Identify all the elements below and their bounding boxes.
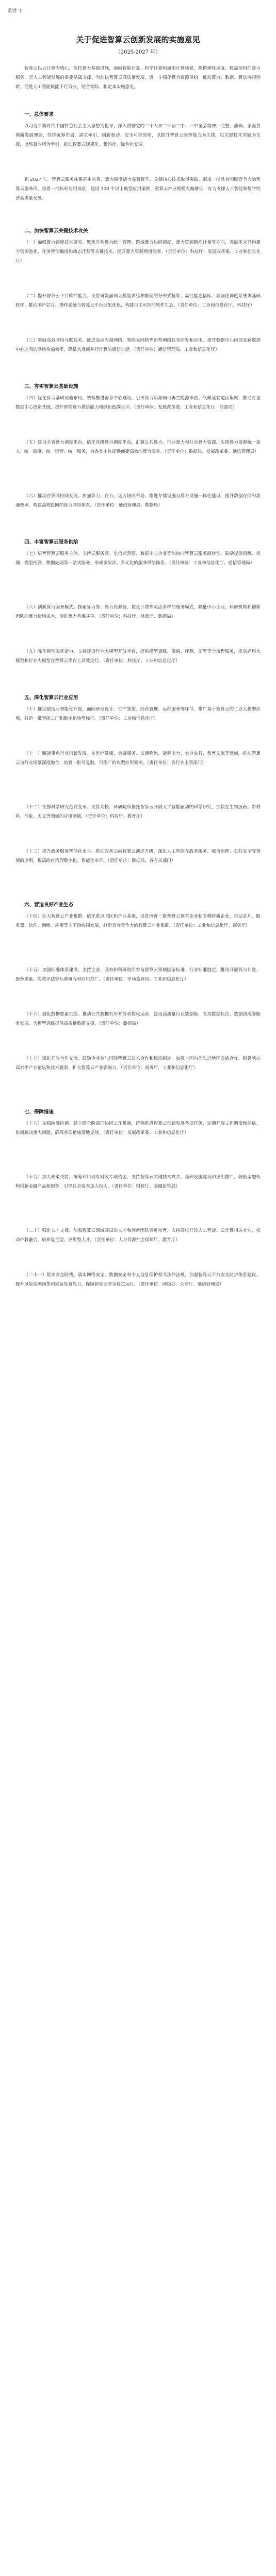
section-paragraph: （三）突破高效网络互联技术。推进高速无损网络、智能光网络等新型网络技术研发和应用，提升数据中心内部及跨数据中心之间的网络传输效率，降低大规模并行计算的通信时延。（责任单位：通信管理局、工业和信息化厅） (15, 338, 261, 352)
section-paragraph: （五）建设全省算力调度平台。依托省级算力调度平台，汇聚公共算力、行业算力和社会算力资源，实现算力资源统一接入、统一调度、统一运营、统一服务，为各类主体提供便捷高效的算力服务。（责任单位：数据局、发展改革委、通信管理局） (15, 440, 261, 454)
section-heading: 六、营造良好产业生态 (24, 902, 74, 908)
section-paragraph: （十三）提升政务服务智能化水平。推动政务云向智算云演进升级，深化人工智能在政务服务、城市治理、公共安全等领域的应用，提高政府治理数字化、智能化水平。（责任单位：数据局、各有关部门） (15, 849, 261, 863)
section-heading: 七、保障措施 (24, 1109, 54, 1115)
section-heading: 四、丰富智算云服务供给 (24, 539, 78, 545)
section-paragraph: （二）提升智算云平台软件能力。支持研发面向大模型训练和推理的分布式框架、高性能通信库、容器化调度系统等基础软件，推动国产芯片、操作系统与智算云平台适配优化，构建自主可控的软件生态。（责任单位：工业和信息化厅、科技厅） (15, 294, 261, 308)
section-paragraph: （六）推动存算网协同发展。加强算力、存力、运力协同布局，推进存储设施与算力设施一体化建设，提升数据存储和流通效率，构建高效协同的算力网络体系。（责任单位：通信管理局、数据局） (15, 494, 261, 508)
section-paragraph: （十二）支撑科学研究范式变革。支持高校、科研院所依托智算云开展人工智能驱动的科学研究，加快在生物医药、新材料、气象、天文等领域的应用突破。（责任单位：科技厅、教育厅） (15, 805, 261, 819)
document-title: 关于促进智算云创新发展的实施意见 (76, 35, 200, 44)
intro-paragraph: 智算云以云计算为核心，依托算力基础设施，面向智能计算、科学计算和通用计算场景，提供弹性调度、按需使用的算力服务，是人工智能发展的重要基础支撑。为加快智算云高质量发展，进一步强化算力资源供给，推动算力、数据、算法协同创新，促进人工智能赋能千行百业，结合实际，制定本实施意见。 (15, 66, 261, 90)
section-heading: 三、夯实智算云基础设施 (24, 384, 78, 389)
section-paragraph: （二十一）筑牢安全防线。落实网络安全、数据安全和个人信息保护相关法律法规，加强智算云平台安全防护体系建设，提升风险监测预警和应急处置能力，保障智算云安全稳定运行。（责任单位：网信办、公安厅、通信管理局） (15, 1273, 261, 1287)
section-paragraph: （十）推动制造业智能化升级。面向研发设计、生产制造、经营管理、运维服务等环节，推广基于智算云的工业大模型应用，打造一批智能工厂和数字化转型标杆。（责任单位：工业和信息化厅） (15, 707, 261, 721)
section-paragraph: （十六）强化数据要素供给。推动公共数据有序开放和授权运营，建设高质量行业数据集，支持数据标注、数据清洗等服务发展，为模型训练提供高质量数据支撑。（责任单位：数据局） (15, 1012, 261, 1026)
section-paragraph: （十一）赋能重点行业创新发展。在医疗健康、金融服务、交通物流、能源电力、农业农村、教育文旅等领域，推动智算云与行业场景深度融合，培育一批可复制、可推广的典型应用案例。（责任单位：各行业主管部门） (15, 751, 261, 766)
section-paragraph: （十七）深化开放合作交流。鼓励企业参与国际智算云技术合作和标准制定，加强与国内外先进地区交流合作，积极承办高水平产业论坛和技术赛事，扩大智算云产业影响力。（责任单位：商务厅、工业和信息化厅） (15, 1056, 261, 1071)
section-paragraph: （八）创新算力服务模式。探索算力券、算力资源包、按量计费等灵活多样的服务模式，降低中小企业、科研机构和创新团队的算力使用成本，促进算力普惠共享。（责任单位：科技厅、财政厅、数据局） (15, 605, 261, 619)
section-paragraph: （二十）强化人才支撑。加强智算云领域高层次人才和创新团队引进培育，支持高校开设人工智能、云计算相关专业，推动产教融合，培养复合型、应用型人才。（责任单位：人力资源社会保障厅、教育厅） (15, 1228, 261, 1243)
section-heading: 五、深化智算云行业应用 (24, 695, 78, 701)
section-heading: 一、总体要求 (24, 112, 54, 117)
section-paragraph: （九）强化模型服务能力。支持建设行业大模型开放平台，提供模型训练、微调、评测、部署等全流程服务，推动通用大模型和行业大模型在智算云平台上高效运行。（责任单位：科技厅、工业和信息化厅） (15, 649, 261, 664)
section-paragraph: 到 2027 年，智算云服务体系基本完善，算力调度能力显著提升，关键核心技术取得突破，形成一批具有国际竞争力的智算云服务商，培育一批标杆应用场景，建设 300 个以上典型应用案例，智算云产业规模大幅增长，有力支撑人工智能和数字经济高质量发展。 (15, 177, 261, 201)
section-paragraph: （十九）加大政策支持。统筹利用现有财政专项资金，支持智算云关键技术攻关、基础设施建设和应用推广，鼓励金融机构创新金融产品和服务，引导社会资本加大投入。（责任单位：财政厅、金融监管局） (15, 1175, 261, 1189)
document-subtitle: （2025-2027 年） (115, 49, 161, 55)
section-paragraph: （十五）加强标准体系建设。支持企业、高校和科研院所参与智算云领域国家标准、行业标准制定，推动开展算力计量、服务质量、能效评估等标准研究和应用推广。（责任单位：市场监管局、工业和信息化厅） (15, 968, 261, 982)
section-paragraph: （十四）壮大智算云产业集群。依托重点园区和产业基地，引进培育一批智算云领军企业和专精特新企业，推动芯片、服务器、软件、网络、应用等上下游协同发展，打造具有竞争力的智算云产业集群。（责任单位：工业和信息化厅、商务厅） (15, 914, 261, 928)
section-paragraph: （一）加强算力调度技术研究。聚焦异构算力统一管理、跨域算力协同调度、算力资源精准计量等方向，突破多元异构算力资源池化、任务智能编排和动态迁移等关键技术，提升算力资源利用效率。（责任单位：科技厅、发展改革委、工业和信息化厅） (15, 240, 261, 264)
section-paragraph: （四）优化算力基础设施布局。统筹推进智算中心建设，引导算力资源向可再生能源丰富、气候适宜地区集聚，推动存量数据中心改造升级，提升智能算力供给能力和绿色低碳水平。（责任单位：发展改革委、工业和信息化厅、能源局） (15, 396, 261, 410)
section-paragraph: （七）培育智算云服务主体。支持云服务商、电信运营商、数据中心企业等加快向智算云服务商转型，鼓励提供训练、推理、模型托管、数据处理等一站式服务，形成多层次、多元化的服务供给体系。（责任单位：工业和信息化厅、通信管理局） (15, 551, 261, 566)
section-paragraph: 以习近平新时代中国特色社会主义思想为指导，深入贯彻党的二十大和二十届二中、三中全会精神，完整、准确、全面贯彻新发展理念，坚持统筹布局、需求牵引、创新驱动、安全可控原则，以提升智算云服务能力为主线，以关键技术突破为支撑，以场景应用为牵引，推动智算云规模化、集约化、绿色化发展。 (15, 124, 261, 147)
section-paragraph: （十八）加强统筹协调。建立健全跨部门协同工作机制，统筹推进智算云创新发展各项任务，定期开展工作调度和评估，协调解决重大问题，确保各项措施落地见效。（责任单位：发展改革委、工业和信息化厅） (15, 1121, 261, 1136)
section-heading: 二、加快智算云关键技术攻关 (24, 228, 88, 234)
attachment-label: 附件 1 (8, 9, 22, 14)
